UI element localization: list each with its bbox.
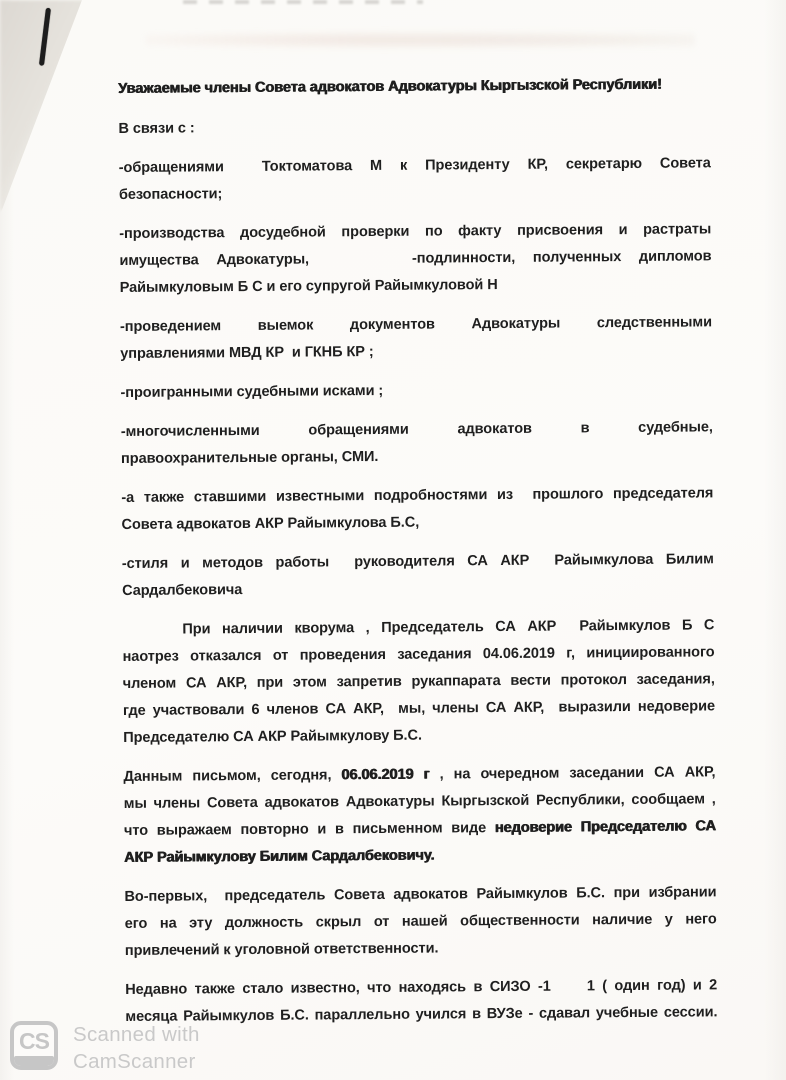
text-run: , на очередном заседании СА АКР, <box>429 764 716 783</box>
text-run: управлениями МВД КР и ГКНБ КР ; <box>120 344 374 362</box>
paragraph <box>119 216 712 302</box>
text-run: мы члены Совета адвокатов Адвокатуры Кыргызской Республики, сообщаем , <box>123 791 716 812</box>
text-line <box>124 840 716 872</box>
text-line <box>121 480 713 512</box>
text-gap <box>551 989 587 990</box>
text-run: наотрез отказался от проведения заседания 04.06.2019 г, инициированного <box>122 644 715 665</box>
text-line <box>121 414 713 446</box>
text-line <box>120 336 712 368</box>
text-run: -обращениями <box>118 159 224 176</box>
paragraph <box>120 375 712 407</box>
text-line <box>120 309 712 341</box>
document-body <box>118 111 717 1031</box>
text-line <box>123 693 715 725</box>
text-run: Токтоматова М к Президенту КР, секретарю Совета <box>261 155 711 175</box>
watermark-line1: Scanned with <box>73 1023 200 1046</box>
paragraph <box>121 480 713 539</box>
text-run: его на эту должность скрыл от нашей общественности наличие у него <box>124 911 717 932</box>
document-title: Уважаемые члены Совета адвокатов Адвокатуры Кыргызской Республики! <box>118 76 662 97</box>
text-run: -многочисленными обращениями адвокатов в судебные, <box>120 419 713 440</box>
paragraph <box>124 879 717 965</box>
cs-logo-text: CS <box>19 1028 49 1054</box>
text-line <box>125 906 717 938</box>
text-gap <box>309 262 412 264</box>
text-line <box>118 111 710 143</box>
text-run: Недавно также стало известно, что находясь в СИЗО -1 <box>125 978 551 998</box>
text-line <box>123 720 715 752</box>
text-line <box>119 150 711 182</box>
camscanner-logo-icon <box>10 1021 58 1070</box>
paragraph <box>119 150 711 209</box>
text-run: Совета адвокатов АКР Райымкулова Б.С, <box>121 514 420 533</box>
text-run: правоохранительные органы, СМИ. <box>120 448 379 467</box>
text-run: -стиля и методов работы руководителя СА АКР Райымкулова Билим <box>121 551 714 572</box>
text-line <box>119 243 711 275</box>
text-line <box>122 546 714 578</box>
paragraph <box>120 309 712 368</box>
text-line <box>121 441 713 473</box>
document-text <box>118 71 717 1031</box>
ink-bleed-smudge <box>145 30 695 50</box>
text-run: членом СА АКР, при этом запретив рукаппарата вести протокол заседания, <box>122 671 715 692</box>
text-line <box>125 933 717 965</box>
text-run: -проведением выемок документов Адвокатуры следственными <box>119 314 713 335</box>
paragraph <box>118 111 710 143</box>
text-run: При наличии кворума , Председатель СА АКР Райымкулов Б С <box>182 617 715 638</box>
paragraph <box>122 546 714 605</box>
text-run: Райымкуловым Б С и его супругой Райымкуловой Н <box>119 277 498 296</box>
paragraph <box>125 972 717 1031</box>
text-run: безопасности; <box>118 186 223 203</box>
text-line <box>119 177 711 209</box>
text-run: где участвовали 6 членов СА АКР, мы, члены СА АКР, выразили недоверие <box>122 698 716 719</box>
text-line <box>120 375 712 407</box>
text-run: В связи с : <box>118 120 195 137</box>
watermark-line2: CamScanner <box>73 1050 196 1073</box>
text-run: 1 ( один год) и 2 <box>586 977 718 995</box>
text-run: -производства досудебной проверки по факту присвоения и растраты <box>119 221 712 242</box>
text-run: имущества Адвокатуры, <box>119 251 310 269</box>
text-run: Данным письмом, сегодня, <box>123 767 342 785</box>
text-line <box>124 813 716 845</box>
text-run: месяца Райымкулов Б.С. параллельно учился в ВУЗе - сдавал учебные сессии. <box>125 1004 718 1025</box>
text-run: Сардалбековича <box>121 582 243 599</box>
paragraph <box>123 759 716 872</box>
text-line <box>120 270 712 302</box>
text-gap <box>224 170 262 171</box>
text-line <box>122 573 714 605</box>
text-run: привлечений к уголовной ответственности. <box>124 940 439 959</box>
text-run: -проигранными судебными исками ; <box>120 382 384 401</box>
paragraph <box>122 612 715 752</box>
text-line <box>121 507 713 539</box>
text-run: -а также ставшими известными подробностями из прошлого председателя <box>121 485 714 506</box>
bold-text-run: 06.06.2019 г <box>341 766 430 784</box>
text-run: Во-первых, председатель Совета адвокатов Райымкулов Б.С. при избрании <box>124 884 717 905</box>
text-run: что выражаем повторно и в письменном виде <box>123 820 495 839</box>
bold-text-run: АКР Райымкулову Билим Сардалбековичу. <box>124 847 435 866</box>
bold-text-run: недоверие Председателю СА <box>494 818 716 837</box>
paragraph <box>121 414 713 473</box>
cs-logo-bar <box>14 1056 54 1066</box>
text-run: -подлинности, полученных дипломов <box>411 248 712 267</box>
top-edge-artifact <box>183 0 423 4</box>
text-line <box>125 999 717 1031</box>
text-run: Председателю СА АКР Райымкулову Б.С. <box>123 727 422 746</box>
